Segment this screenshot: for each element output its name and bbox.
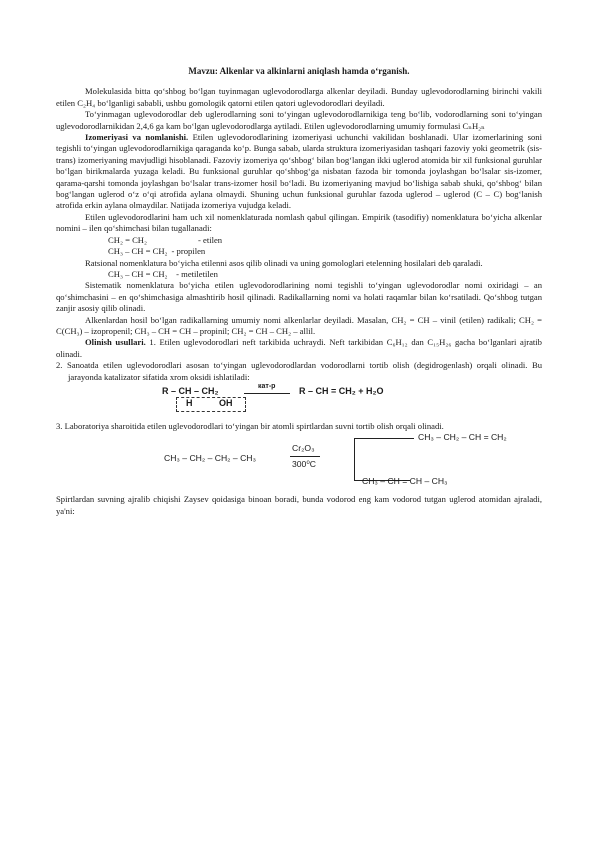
formula-ethylene: [56, 235, 542, 246]
paragraph-systematic-nomenclature: Sistematik nomenklatura boʻyicha etilen uglevodorodlarining nomi tegishli toʻyingan uglevodorodlar nomi oxiridagi – an qoʻshimchasini – en qoʻshimchasiga almashtirib hosil qilinadi. Radikallarning nomi va holati raqamlar bilan koʻrsatiladi. Qoʻshbog tutgan zanjir asosiy qilib olinadi.: [56, 280, 542, 314]
isomerism-text: Etilen uglevodorodlarining izomeriyasi uchunchi vakilidan boshlanadi. Ular izomerlarining soni tegishli toʻyingan uglevodorodlarnikiga qaraganda koʻp. Bunga sabab, ularda struktura izomeriyasidan tashqari fazoviy yoki geometrik (sis-trans) izomeriyaning mavjudligi hisoblanadi. Fazoviy izomeriya qoʻshbogʻ bilan bogʻlangan ikki uglerod atomida bir xil funksional guruhlar boʻlgan birikmalarda yuzaga keladi. Bu funksional guruhlar qoʻshbogʻga nisbatan fazoda bir tomonda joylashgan boʻlsalar sis-izomer, qarama-qarshi tomonda joylashgan boʻlsalar trans-izomer hosil boʻladi. Bu izomeriyaning mavjud boʻlishiga sabab shuki, qoʻshbogʻ bilan bogʻlangan uglerod oʻz oʻqi atrofida aylana olmaydi. Shuning uchun funksional guruhlar fazoda uglerod – uglerod (C – C) bogʻlanish atrofida erkin aylana olmaydilar. Natijada izomeriya vujudga keladi.: [56, 132, 542, 211]
reaction2-temperature: 300⁰C: [292, 459, 316, 470]
reaction2-arrow: [290, 456, 320, 457]
methods-heading: Olinish usullari.: [85, 337, 146, 348]
reaction2-product-bottom: CH₃ – CH = CH – CH₃: [362, 476, 448, 487]
document-page: [56, 66, 542, 517]
document-title: Mavzu: Alkenlar va alkinlarni aniqlash hamda oʻrganish.: [188, 66, 410, 76]
reaction1-reactant: R – CH – CH₂: [162, 385, 219, 396]
reaction2-catalyst: Cr₂O₃: [292, 443, 315, 454]
paragraph-methods: [56, 337, 542, 360]
reaction1-product: R – CH = CH₂ + H₂O: [299, 385, 384, 396]
isomerism-heading: Izomeriyasi va nomlanishi.: [85, 132, 189, 143]
formula-methylethylene: CH₃ – CH = CH₂ - metiletilen: [108, 268, 218, 279]
paragraph-radicals: Alkenlardan hosil boʻlgan radikallarning umumiy nomi alkenlarlar deyiladi. Masalan, CH₂ = CH – vinil (etilen) radikali; CH₂ = C(CH₃) – izopropenil; CH₃ – CH = CH – propinil; CH₂ = CH – CH₂ – allil.: [56, 314, 542, 336]
reaction1-arrow: [244, 393, 290, 394]
reaction-dehydrogenation: [56, 383, 542, 421]
formula-propylene-name: - propilen: [171, 246, 206, 257]
paragraph-unsaturated-definition: Toʻyinmagan uglevodorodlar deb uglerodlarning soni toʻyingan uglevodorodlarnikiga teng boʻlib, vodorodlarning soni toʻyingan uglevodorodlarnikidan 2,4,6 ga kam boʻlgan uglevodorodlarga aytiladi. Etilen uglevodorodlarning umumiy formulasi CₙH₂ₙ: [56, 109, 542, 131]
paragraph-rational-nomenclature: Ratsional nomenklatura boʻyicha etilenni asos qilib olinadi va uning gomologlari etelenning hosilalari deb qaraladi.: [85, 257, 483, 268]
reaction2-product-top: CH₃ – CH₂ – CH = CH₂: [418, 432, 507, 443]
paragraph-isomerism: [56, 132, 542, 212]
paragraph-zaitsev-rule: Spirtlardan suvning ajralib chiqishi Zaysev qoidasiga binoan boradi, bunda vodorod eng kam vodorod tutgan uglerod atomidan ajraladi, ya'ni:: [56, 494, 542, 516]
reaction1-catalyst: кат-р: [258, 382, 276, 390]
methods-text: 1. Etilen uglevodorodlari neft tarkibida uchraydi. Neft tarkibidan C₆H₁₂ dan C₁₅H₂₆ gacha boʻlganlari ajratib olinadi.: [56, 337, 542, 359]
reaction2-branch-vertical: [354, 438, 355, 480]
reaction1-h: H: [186, 397, 193, 408]
reaction1-oh: OH: [219, 397, 233, 408]
formula-propylene: [56, 246, 542, 257]
reaction-cracking: [56, 432, 542, 494]
formula-ethylene-name: - etilen: [198, 234, 223, 245]
paragraph-method-3: 3. Laboratoriya sharoitida etilen uglevodorodlari toʻyingan bir atomli spirtlardan suvni tortib olish orqali olinadi.: [56, 420, 444, 431]
reaction2-reactant: CH₃ – CH₂ – CH₂ – CH₃: [164, 453, 256, 464]
paragraph-empirical-nomenclature: Etilen uglevodorodlarini ham uch xil nomenklaturada nomlash qabul qilingan. Empirik (tasodifiy) nomenklatura boʻyicha alkenlar nomini – ilen qoʻshimchasi bilan tugallanadi:: [56, 211, 542, 234]
formula-propylene-structure: CH₃ – CH = CH₂: [108, 246, 168, 257]
paragraph-method-2: 2. Sanoatda etilen uglevodorodlari asosan toʻyingan uglevodorodlardan vodorodlarni tortib olish (degidrogenlash) orqali olinadi. Bu jarayonda katalizator sifatida xrom oksidi ishlatiladi:: [56, 360, 542, 382]
paragraph-alkenes-definition: Molekulasida bitta qoʻshbog boʻlgan tuyinmagan uglevodorodlarga alkenlar deyiladi. Bunday uglevodorodlarning birinchi vakili etilen C₂H₄ boʻlganligi sababli, ushbu gomologik qatorni etilen qatori uglevodorodlari deyiladi.: [56, 86, 542, 108]
formula-ethylene-structure: CH₂ = CH₂: [108, 234, 148, 245]
reaction2-branch-top: [354, 438, 414, 439]
